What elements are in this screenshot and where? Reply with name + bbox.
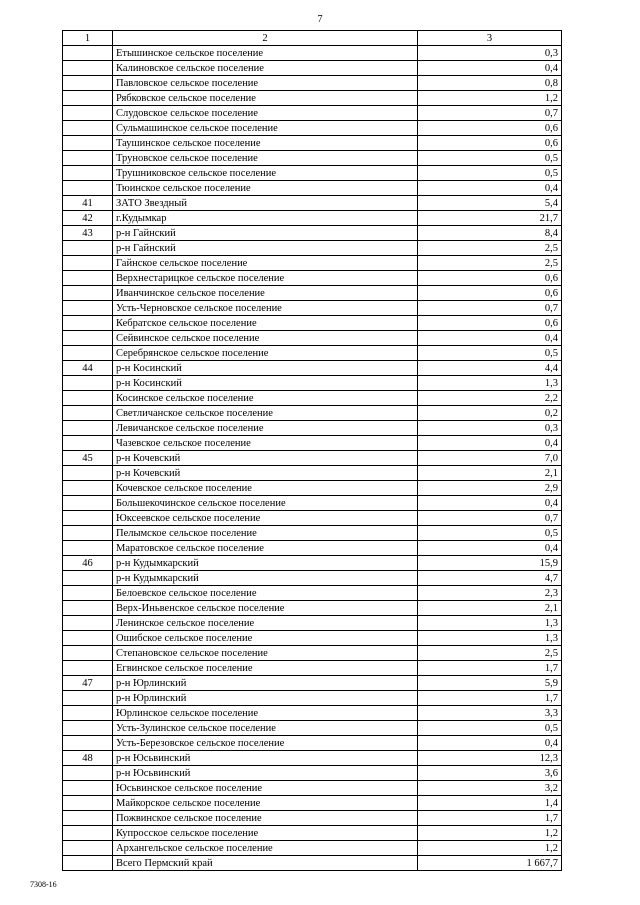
municipality-name-cell: Пелымское сельское поселение — [113, 526, 418, 541]
municipality-name-cell: ЗАТО Звездный — [113, 196, 418, 211]
row-number-cell: 43 — [63, 226, 113, 241]
municipality-name-cell: р-н Гайнский — [113, 226, 418, 241]
municipality-name-cell: Кебратское сельское поселение — [113, 316, 418, 331]
value-cell: 0,7 — [418, 511, 562, 526]
row-number-cell — [63, 46, 113, 61]
table-row — [63, 556, 562, 571]
table-row — [63, 76, 562, 91]
table-row — [63, 631, 562, 646]
table-row — [63, 646, 562, 661]
header-col-3: 3 — [418, 31, 562, 46]
municipality-name-cell: Маратовское сельское поселение — [113, 541, 418, 556]
row-number-cell — [63, 826, 113, 841]
value-cell: 0,4 — [418, 541, 562, 556]
value-cell: 0,5 — [418, 346, 562, 361]
table-row — [63, 571, 562, 586]
value-cell: 1,3 — [418, 631, 562, 646]
municipality-name-cell: р-н Юрлинский — [113, 691, 418, 706]
row-number-cell — [63, 376, 113, 391]
row-number-cell — [63, 526, 113, 541]
value-cell: 0,7 — [418, 106, 562, 121]
municipality-name-cell: Гайнское сельское поселение — [113, 256, 418, 271]
row-number-cell: 46 — [63, 556, 113, 571]
value-cell: 4,4 — [418, 361, 562, 376]
municipality-name-cell: Юсьвинское сельское поселение — [113, 781, 418, 796]
value-cell: 4,7 — [418, 571, 562, 586]
table-row — [63, 601, 562, 616]
municipality-name-cell: Усть-Черновское сельское поселение — [113, 301, 418, 316]
municipality-name-cell: р-н Юсьвинский — [113, 751, 418, 766]
row-number-cell — [63, 466, 113, 481]
table-row — [63, 841, 562, 856]
municipality-name-cell: Егвинское сельское поселение — [113, 661, 418, 676]
row-number-cell — [63, 331, 113, 346]
value-cell: 0,5 — [418, 166, 562, 181]
value-cell: 2,5 — [418, 256, 562, 271]
municipality-name-cell: Белоевское сельское поселение — [113, 586, 418, 601]
value-cell: 3,6 — [418, 766, 562, 781]
value-cell: 0,6 — [418, 121, 562, 136]
value-cell: 0,4 — [418, 736, 562, 751]
table-row — [63, 151, 562, 166]
row-number-cell — [63, 721, 113, 736]
table-row — [63, 91, 562, 106]
row-number-cell — [63, 646, 113, 661]
value-cell: 5,9 — [418, 676, 562, 691]
row-number-cell — [63, 121, 113, 136]
value-cell: 12,3 — [418, 751, 562, 766]
municipality-name-cell: Степановское сельское поселение — [113, 646, 418, 661]
municipality-name-cell: Косинское сельское поселение — [113, 391, 418, 406]
row-number-cell: 47 — [63, 676, 113, 691]
value-cell: 2,9 — [418, 481, 562, 496]
row-number-cell — [63, 421, 113, 436]
row-number-cell — [63, 841, 113, 856]
table-row — [63, 691, 562, 706]
municipality-name-cell: Светличанское сельское поселение — [113, 406, 418, 421]
municipality-name-cell: р-н Косинский — [113, 361, 418, 376]
table-row — [63, 856, 562, 871]
municipality-name-cell: Усть-Зулинское сельское поселение — [113, 721, 418, 736]
row-number-cell — [63, 436, 113, 451]
value-cell: 1,7 — [418, 811, 562, 826]
row-number-cell — [63, 856, 113, 871]
municipality-name-cell: Трушниковское сельское поселение — [113, 166, 418, 181]
value-cell: 8,4 — [418, 226, 562, 241]
header-col-1: 1 — [63, 31, 113, 46]
municipality-name-cell: г.Кудымкар — [113, 211, 418, 226]
header-col-2: 2 — [113, 31, 418, 46]
table-row — [63, 526, 562, 541]
value-cell: 2,2 — [418, 391, 562, 406]
row-number-cell — [63, 61, 113, 76]
row-number-cell — [63, 601, 113, 616]
row-number-cell — [63, 136, 113, 151]
value-cell: 0,6 — [418, 286, 562, 301]
row-number-cell — [63, 511, 113, 526]
value-cell: 2,5 — [418, 241, 562, 256]
row-number-cell — [63, 286, 113, 301]
row-number-cell — [63, 571, 113, 586]
table-row — [63, 781, 562, 796]
row-number-cell — [63, 781, 113, 796]
value-cell: 0,5 — [418, 151, 562, 166]
table-row — [63, 211, 562, 226]
table-row — [63, 316, 562, 331]
row-number-cell — [63, 151, 113, 166]
row-number-cell — [63, 91, 113, 106]
municipality-name-cell: р-н Кочевский — [113, 466, 418, 481]
table-row — [63, 736, 562, 751]
row-number-cell — [63, 586, 113, 601]
value-cell: 0,4 — [418, 61, 562, 76]
row-number-cell — [63, 391, 113, 406]
value-cell: 1,3 — [418, 616, 562, 631]
row-number-cell — [63, 76, 113, 91]
table-row — [63, 811, 562, 826]
row-number-cell — [63, 256, 113, 271]
municipality-name-cell: Архангельское сельское поселение — [113, 841, 418, 856]
table-row — [63, 331, 562, 346]
municipality-name-cell: Чазевское сельское поселение — [113, 436, 418, 451]
table-row — [63, 346, 562, 361]
row-number-cell — [63, 271, 113, 286]
value-cell: 1,7 — [418, 691, 562, 706]
document-code: 7308-16 — [30, 880, 57, 889]
table-row — [63, 481, 562, 496]
table-row — [63, 406, 562, 421]
table-row — [63, 46, 562, 61]
table-row — [63, 286, 562, 301]
table-row — [63, 181, 562, 196]
row-number-cell — [63, 316, 113, 331]
table-row — [63, 121, 562, 136]
table-row — [63, 271, 562, 286]
municipality-name-cell: Большекочинское сельское поселение — [113, 496, 418, 511]
value-cell: 1 667,7 — [418, 856, 562, 871]
value-cell: 1,3 — [418, 376, 562, 391]
row-number-cell — [63, 541, 113, 556]
municipality-name-cell: Таушинское сельское поселение — [113, 136, 418, 151]
table-row — [63, 166, 562, 181]
row-number-cell — [63, 706, 113, 721]
municipality-name-cell: Тюинское сельское поселение — [113, 181, 418, 196]
value-cell: 1,4 — [418, 796, 562, 811]
table-row — [63, 496, 562, 511]
table-row — [63, 301, 562, 316]
row-number-cell — [63, 631, 113, 646]
table-row — [63, 196, 562, 211]
municipality-name-cell: р-н Юрлинский — [113, 676, 418, 691]
municipality-name-cell: Серебрянское сельское поселение — [113, 346, 418, 361]
municipality-name-cell: Купросское сельское поселение — [113, 826, 418, 841]
municipality-name-cell: Сейвинское сельское поселение — [113, 331, 418, 346]
row-number-cell — [63, 166, 113, 181]
municipality-name-cell: Юрлинское сельское поселение — [113, 706, 418, 721]
row-number-cell — [63, 181, 113, 196]
value-cell: 0,6 — [418, 316, 562, 331]
municipality-name-cell: р-н Юсьвинский — [113, 766, 418, 781]
table-row — [63, 436, 562, 451]
value-cell: 0,4 — [418, 181, 562, 196]
table-row — [63, 826, 562, 841]
municipality-name-cell: Сульмашинское сельское поселение — [113, 121, 418, 136]
row-number-cell — [63, 406, 113, 421]
row-number-cell: 48 — [63, 751, 113, 766]
municipality-name-cell: Верх-Иньвенское сельское поселение — [113, 601, 418, 616]
row-number-cell — [63, 481, 113, 496]
value-cell: 7,0 — [418, 451, 562, 466]
table-row — [63, 451, 562, 466]
municipality-name-cell: Слудовское сельское поселение — [113, 106, 418, 121]
table-row — [63, 586, 562, 601]
value-cell: 2,1 — [418, 601, 562, 616]
row-number-cell — [63, 691, 113, 706]
table-row — [63, 241, 562, 256]
table-row — [63, 376, 562, 391]
row-number-cell — [63, 346, 113, 361]
value-cell: 1,2 — [418, 826, 562, 841]
value-cell: 3,2 — [418, 781, 562, 796]
table-row — [63, 256, 562, 271]
table-header-row — [63, 31, 562, 46]
row-number-cell — [63, 106, 113, 121]
table-row — [63, 226, 562, 241]
table-row — [63, 676, 562, 691]
value-cell: 0,2 — [418, 406, 562, 421]
municipality-name-cell: Етышинское сельское поселение — [113, 46, 418, 61]
row-number-cell — [63, 241, 113, 256]
value-cell: 21,7 — [418, 211, 562, 226]
value-cell: 2,5 — [418, 646, 562, 661]
value-cell: 0,6 — [418, 136, 562, 151]
municipality-name-cell: Усть-Березовское сельское поселение — [113, 736, 418, 751]
table-row — [63, 106, 562, 121]
row-number-cell — [63, 736, 113, 751]
table-row — [63, 661, 562, 676]
table-row — [63, 766, 562, 781]
data-table — [62, 30, 562, 871]
municipality-name-cell: Верхнестарицкое сельское поселение — [113, 271, 418, 286]
row-number-cell — [63, 496, 113, 511]
row-number-cell: 45 — [63, 451, 113, 466]
value-cell: 0,5 — [418, 721, 562, 736]
municipality-name-cell: р-н Кочевский — [113, 451, 418, 466]
page-number: 7 — [317, 14, 323, 25]
value-cell: 15,9 — [418, 556, 562, 571]
municipality-name-cell: Майкорское сельское поселение — [113, 796, 418, 811]
municipality-name-cell: р-н Кудымкарский — [113, 571, 418, 586]
table-row — [63, 361, 562, 376]
value-cell: 0,4 — [418, 496, 562, 511]
row-number-cell — [63, 661, 113, 676]
municipality-name-cell: Кочевское сельское поселение — [113, 481, 418, 496]
value-cell: 0,4 — [418, 331, 562, 346]
value-cell: 0,7 — [418, 301, 562, 316]
municipality-name-cell: Рябковское сельское поселение — [113, 91, 418, 106]
value-cell: 2,3 — [418, 586, 562, 601]
value-cell: 0,3 — [418, 421, 562, 436]
row-number-cell: 42 — [63, 211, 113, 226]
table-row — [63, 706, 562, 721]
table-row — [63, 616, 562, 631]
table-row — [63, 721, 562, 736]
value-cell: 2,1 — [418, 466, 562, 481]
municipality-name-cell: Ошибское сельское поселение — [113, 631, 418, 646]
municipality-name-cell: р-н Косинский — [113, 376, 418, 391]
value-cell: 0,3 — [418, 46, 562, 61]
value-cell: 0,4 — [418, 436, 562, 451]
row-number-cell — [63, 301, 113, 316]
municipality-name-cell: Павловское сельское поселение — [113, 76, 418, 91]
row-number-cell: 41 — [63, 196, 113, 211]
municipality-name-cell: Калиновское сельское поселение — [113, 61, 418, 76]
table-row — [63, 511, 562, 526]
value-cell: 1,2 — [418, 841, 562, 856]
table-row — [63, 61, 562, 76]
municipality-name-cell: Левичанское сельское поселение — [113, 421, 418, 436]
table-row — [63, 541, 562, 556]
municipality-name-cell: Юксеевское сельское поселение — [113, 511, 418, 526]
value-cell: 0,5 — [418, 526, 562, 541]
table-row — [63, 136, 562, 151]
municipality-name-cell: Пожвинское сельское поселение — [113, 811, 418, 826]
row-number-cell — [63, 796, 113, 811]
row-number-cell: 44 — [63, 361, 113, 376]
value-cell: 0,8 — [418, 76, 562, 91]
municipality-name-cell: Всего Пермский край — [113, 856, 418, 871]
table-row — [63, 751, 562, 766]
municipality-name-cell: Труновское сельское поселение — [113, 151, 418, 166]
municipality-name-cell: р-н Гайнский — [113, 241, 418, 256]
value-cell: 3,3 — [418, 706, 562, 721]
table-row — [63, 466, 562, 481]
table-row — [63, 796, 562, 811]
row-number-cell — [63, 616, 113, 631]
table-row — [63, 391, 562, 406]
value-cell: 5,4 — [418, 196, 562, 211]
row-number-cell — [63, 811, 113, 826]
value-cell: 0,6 — [418, 271, 562, 286]
value-cell: 1,2 — [418, 91, 562, 106]
table-row — [63, 421, 562, 436]
municipality-name-cell: Иванчинское сельское поселение — [113, 286, 418, 301]
municipality-name-cell: Ленинское сельское поселение — [113, 616, 418, 631]
value-cell: 1,7 — [418, 661, 562, 676]
row-number-cell — [63, 766, 113, 781]
municipality-name-cell: р-н Кудымкарский — [113, 556, 418, 571]
